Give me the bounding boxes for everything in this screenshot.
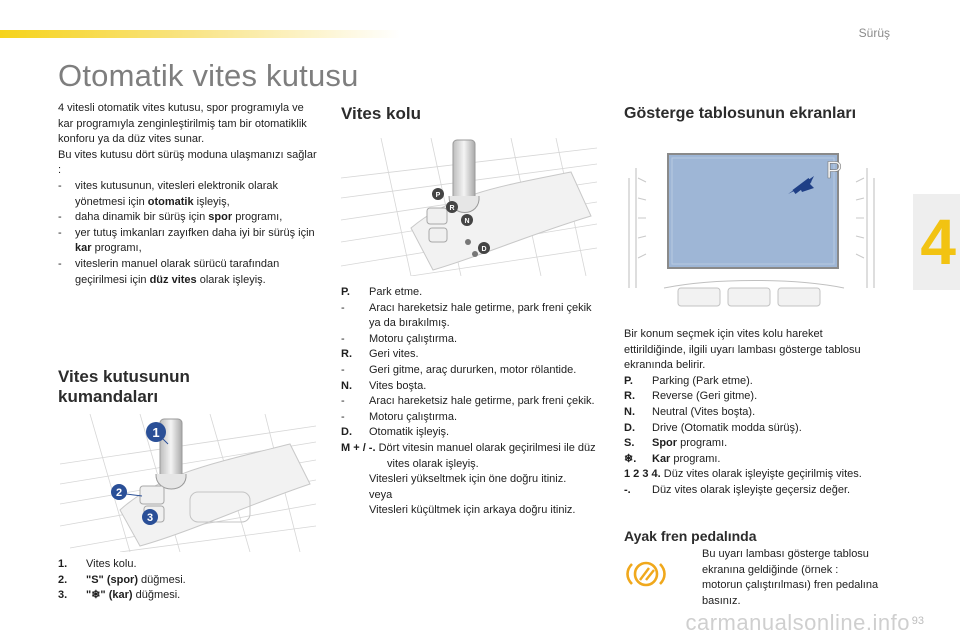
lever-positions — [341, 285, 603, 519]
snowflake-icon: ❄. — [624, 452, 637, 465]
brake-heading: Ayak fren pedalında — [624, 528, 757, 544]
lever-item: - Aracı hareketsiz hale getirme, park freni çekik ya da bırakılmış. — [341, 301, 592, 330]
gate-letter-d: D — [481, 246, 487, 253]
legend-item: 3. "❄" (kar) düğmesi. — [58, 589, 181, 602]
list-item: - daha dinamik bir sürüş için spor programı, — [58, 211, 283, 224]
gate-letter-r: R — [449, 205, 455, 212]
section-label: Sürüş — [858, 26, 890, 40]
page-number: 93 — [911, 615, 924, 627]
legend-item: 2. "S" (spor) düğmesi. — [58, 573, 186, 586]
gate-letter-n: N — [464, 218, 470, 225]
lever-heading: Vites kolu — [341, 104, 421, 123]
display-heading: Gösterge tablosunun ekranları — [624, 105, 857, 122]
intro-text — [58, 101, 320, 288]
lever-item: - Aracı hareketsiz hale getirme, park freni çekik. — [341, 395, 595, 408]
lever-item: - Motoru çalıştırma. — [341, 332, 458, 345]
brake-pedal-warning-icon — [624, 558, 668, 590]
brake-text — [680, 547, 880, 609]
list-item: - yer tutuş imkanları zayıfken daha iyi bir sürüş için kar programı, — [58, 226, 315, 255]
arrow-item: Vitesleri küçültmek için arkaya doğru itiniz. — [369, 504, 576, 517]
page-title: Otomatik vites kutusu — [58, 58, 359, 93]
invalid-item: -. Düz vites olarak işleyişte geçersiz değer. — [624, 483, 851, 496]
legend-item: 1. Vites kolu. — [58, 558, 137, 570]
display-item: N. Neutral (Vites boşta). — [624, 405, 756, 418]
lever-item: - Motoru çalıştırma. — [341, 410, 458, 423]
lever-item: D. Otomatik işleyiş. — [341, 426, 450, 439]
lever-item: - Geri gitme, araç dururken, motor rölantide. — [341, 363, 577, 376]
instrument-panel-illustration — [624, 138, 886, 314]
display-text — [624, 327, 886, 499]
watermark: carmanualsonline.info — [685, 610, 910, 635]
controls-heading: Vites kutusunun kumandaları — [58, 367, 190, 406]
callout-2: 2 — [115, 487, 123, 499]
lever-item: P. Park etme. — [341, 286, 423, 298]
list-item: - vites kutusunun, vitesleri elektronik olarak yönetmesi için otomatik işleyiş, — [58, 179, 278, 208]
arrow-item: Vitesleri yükseltmek için öne doğru itiniz. — [369, 473, 567, 486]
brake-item: Bu uyarı lambası gösterge tablosu ekranına geldiğinde (örnek : motorun çalıştırılması) fren pedalına basınız. — [702, 548, 879, 607]
gate-letter-p: P — [435, 192, 441, 199]
gearbox-controls-illustration — [60, 414, 316, 552]
controls-legend — [58, 557, 318, 604]
list-item: - viteslerin manuel olarak sürücü tarafından geçirilmesi için düz vites olarak işleyiş. — [58, 257, 280, 286]
callout-1: 1 — [152, 425, 160, 440]
display-item: D. Drive (Otomatik modda sürüş). — [624, 421, 802, 434]
lever-item: R. Geri vites. — [341, 348, 419, 361]
display-item: R. Reverse (Geri gitme). — [624, 390, 758, 403]
display-item: S. Spor programı. — [624, 437, 728, 450]
display-item: P. Parking (Park etme). — [624, 374, 753, 387]
manual-mode-item: M + / -. Dört vitesin manuel olarak geçirilmesi ile düz vites olarak işleyiş. — [341, 441, 596, 470]
chapter-number: 4 — [920, 206, 956, 278]
lever-item: N. Vites boşta. — [341, 379, 427, 392]
intro-paragraph: Bu vites kutusu dört sürüş moduna ulaşmanızı sağlar : — [58, 148, 317, 177]
intro-paragraph: 4 vitesli otomatik vites kutusu, spor programıyla ve kar programıyla zenginleştirilmiş tam bir otomatiklik konforu ya da düz vites sunar. — [58, 102, 307, 146]
gear-lever-illustration — [341, 138, 597, 276]
gear-number-item: 1 2 3 4. Düz vites olarak işleyişte geçirilmiş vites. — [624, 468, 862, 481]
screen-gear-letter: P — [826, 157, 843, 184]
display-intro: Bir konum seçmek için vites kolu hareket ettirildiğinde, ilgili uyarı lambası gösterge tablosu ekranında belirir. — [624, 328, 861, 372]
callout-3: 3 — [146, 512, 154, 524]
arrow-item: veya — [369, 488, 393, 501]
display-item: ❄. Kar programı. — [624, 452, 886, 468]
header-accent-bar — [0, 30, 400, 38]
